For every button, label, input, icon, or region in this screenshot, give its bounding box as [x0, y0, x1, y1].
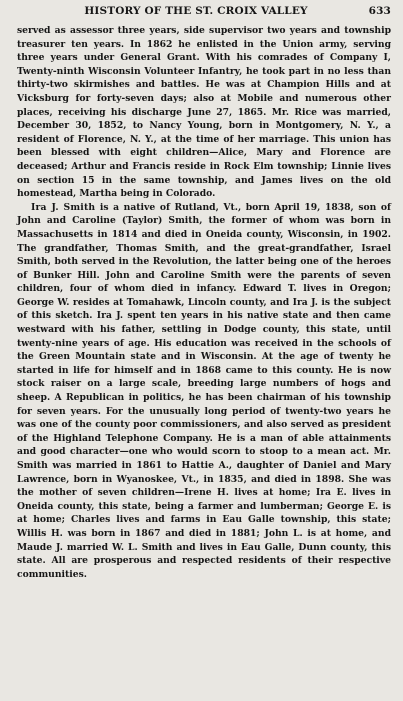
paragraph-ira-smith [17, 201, 391, 582]
page-number: 633 [368, 5, 391, 17]
paragraph-text: served as assessor three years, side supervisor two years and township treasurer ten years. In 1862 he enlisted in the Union army, serving three years under General Grant. With his comrades of Company I, Twenty-ninth Wisconsin Volunteer Infantry, he took part in no less than thirty-two skirmishes and battles. He was at Champion Hills and at Vicksburg for forty-seven days; also at Mobile and numerous other places, receiving his discharge June 27, 1865. Mr. Rice was married, December 30, 1852, to Nancy Young, born in Montgomery, N. Y., a resident of Florence, N. Y., at the time of her marriage. This union has been blessed with eight children—Alice, Mary and Florence are deceased; Arthur and Francis reside in Rock Elm township; Linnie lives on section 15 in the same township, and James lives on the old homestead, Martha being in Colorado. [17, 25, 391, 200]
running-header [29, 4, 391, 20]
paragraph-text: is a native of Rutland, Vt., born April 19, 1838, son of John and Caroline (Taylor) Smith, the former of whom was born in Massachusetts in 1814 and died in Oneida county, Wisconsin, in 1902. The grandfather, Thomas Smith, and the great-grandfather, Israel Smith, both served in the Revolution, the latter being one of the heroes of Bunker Hill. John and Caroline Smith were the parents of seven children, four of whom died in infancy. Edward T. lives in Oregon; George W. resides at Tomahawk, Lincoln county, and Ira J. is the subject of this sketch. Ira J. spent ten years in his native state and then came westward with his father, settling in Dodge county, this state, until twenty-nine years of age. His education was received in the schools of the Green Mountain state and in Wisconsin. At the age of twenty he started in life for himself and in 1868 came to this county. He is now stock raiser on a large scale, breeding large numbers of hogs and sheep. A Republican in politics, he has been chairman of his township for seven years. For the unusually long period of twenty-two years he was one of the county poor commissioners, and also served as president of the Highland Telephone Company. He is a man of able attainments and good character—one who would scorn to stoop to a mean act. Mr. Smith was married in 1861 to Hattie A., daughter of Daniel and Mary Lawrence, born in Wyanoskee, Vt., in 1835, and died in 1898. She was the mother of seven children—Irene H. lives at home; Ira E. lives in Oneida county, this state, being a farmer and lumberman; George E. is at home; Charles lives and farms in Eau Galle township, this state; Willis H. was born in 1867 and died in 1881; John L. is at home, and Maude J. married W. L. Smith and lives in Eau Galle, Dunn county, this state. All are prosperous and respected residents of their respective communities. [17, 201, 391, 580]
running-title: HISTORY OF THE ST. CROIX VALLEY [84, 5, 308, 17]
paragraph-rice-continued [17, 24, 391, 201]
page-body [17, 24, 391, 581]
paragraph-lead-name: Ira J. Smith [31, 201, 96, 213]
